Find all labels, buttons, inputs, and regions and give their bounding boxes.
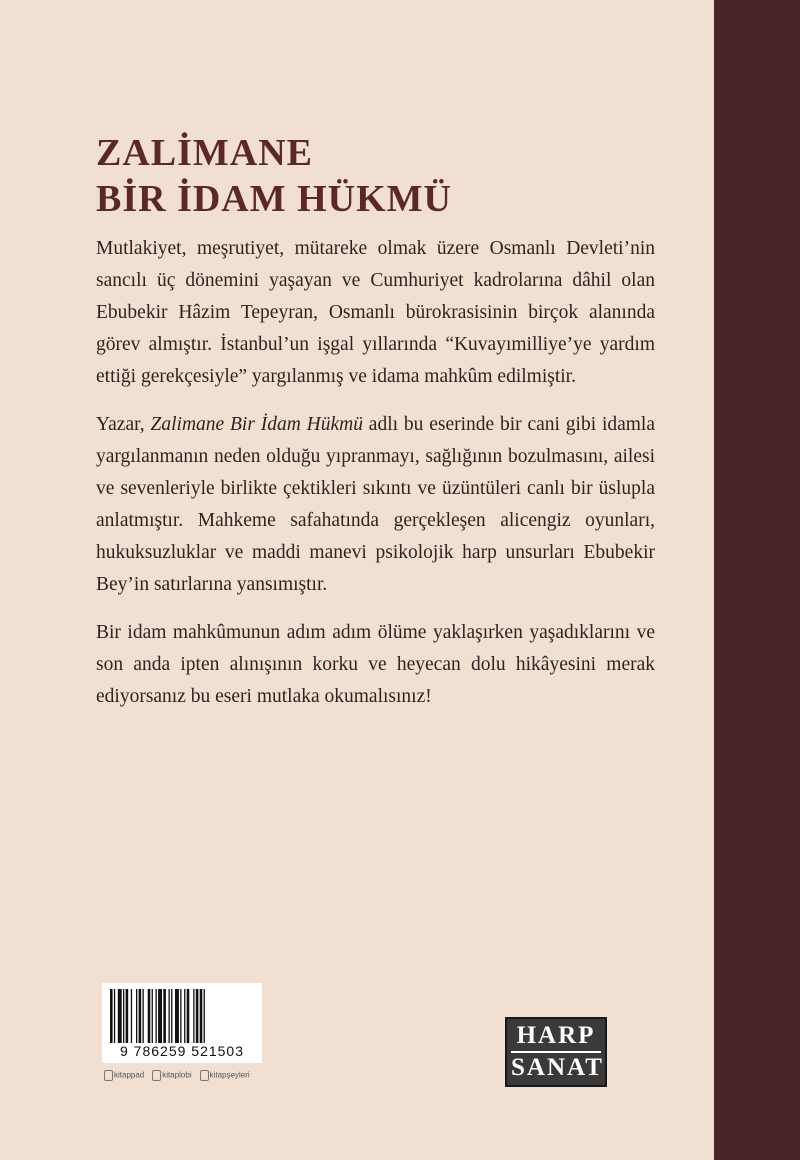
- publisher-logo: [505, 1017, 607, 1087]
- paragraph-2: [96, 409, 655, 601]
- store-icon: [200, 1070, 209, 1081]
- paragraph-2-rest: adlı bu eserinde bir cani gibi idamla yargılanmanın neden olduğu yıpranmayı, sağlığının bozulmasını, ailesi ve sevenleriyle birlikte çektikleri sıkıntı ve üzüntüleri canlı bir üslupla anlatmıştır. Mahkeme safahatında gerçekleşen alicengiz oyunları, hukuksuzluklar ve maddi manevi psikolojik harp unsurları Ebubekir Bey’in satırlarına yansımıştır.: [96, 414, 656, 595]
- store-logo-1: kitappad: [104, 1070, 144, 1081]
- paragraph-3: Bir idam mahkûmunun adım adım ölüme yaklaşırken yaşadıklarını ve son anda ipten alınışının korku ve heyecan dolu hikâyesini merak ediyorsanız bu eseri mutlaka okumalısınız!: [96, 622, 655, 707]
- store-logo-3: kitapşeyleri: [200, 1070, 250, 1081]
- book-title: [96, 130, 656, 222]
- store-icon: [104, 1070, 113, 1081]
- barcode: [102, 983, 262, 1063]
- paragraph-1: Mutlakiyet, meşrutiyet, mütareke olmak üzere Osmanlı Devleti’nin sancılı üç dönemini yaşayan ve Cumhuriyet kadrolarına dâhil olan Ebubekir Hâzim Tepeyran, Osmanlı bürokrasisinin birçok alanında görev almıştır. İstanbul’un işgal yıllarında “Kuvayımilliye’ye yardım ettiği gerekçesiyle” yargılanmış ve idama mahkûm edilmiştir.: [96, 238, 655, 387]
- back-cover-text: [96, 233, 655, 729]
- isbn-number: 9 786259 521503: [120, 1043, 244, 1059]
- store-icon: [152, 1070, 161, 1081]
- store-logos: [104, 1067, 274, 1083]
- title-line-1: ZALİMANE: [96, 132, 314, 174]
- store-logo-2: kitaplobi: [152, 1070, 191, 1081]
- publisher-logo-line-1: HARP: [516, 1022, 596, 1049]
- book-spine: [714, 0, 800, 1160]
- book-title-italic: Zalimane Bir İdam Hükmü: [150, 414, 363, 435]
- title-line-2: BİR İDAM HÜKMÜ: [96, 178, 452, 220]
- barcode-bars: [110, 989, 254, 1043]
- publisher-logo-line-2: SANAT: [511, 1051, 601, 1083]
- paragraph-2-lead: Yazar,: [96, 414, 151, 435]
